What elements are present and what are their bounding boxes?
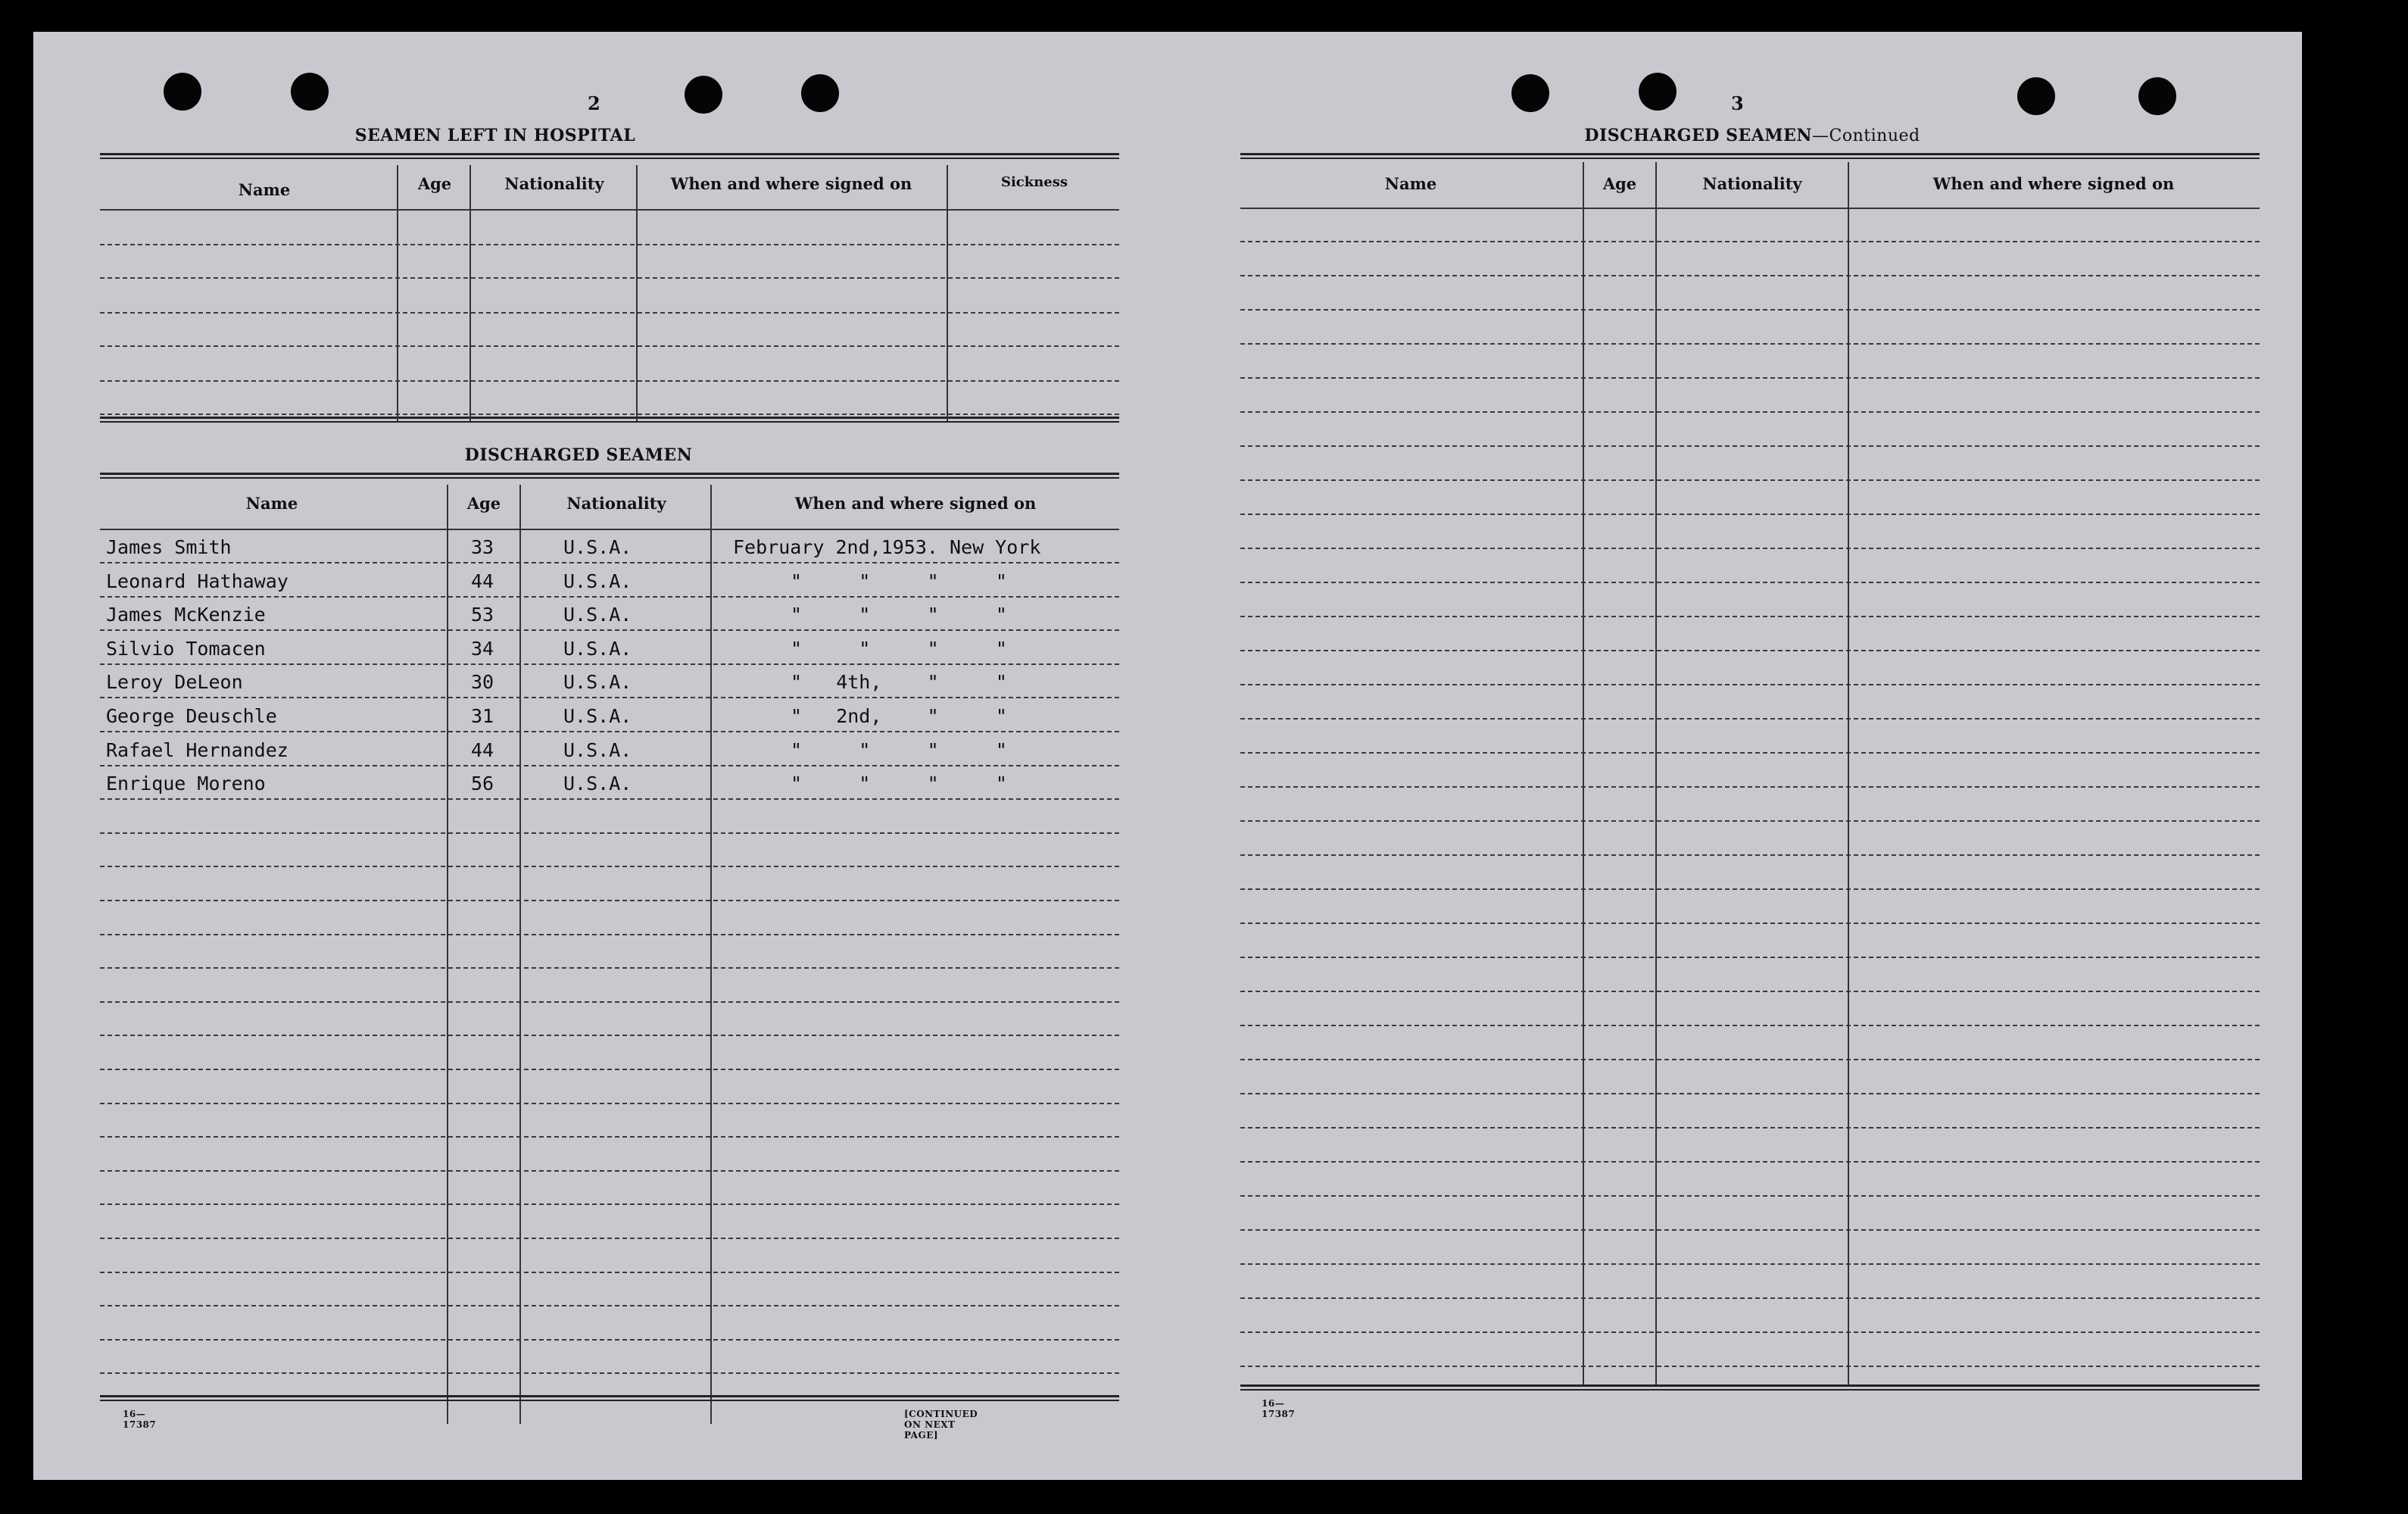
row-line [1240, 548, 2260, 549]
row-line [100, 1035, 1119, 1036]
row-line [100, 1203, 1119, 1205]
col-header-name: Name [1384, 174, 1437, 193]
row-line [100, 414, 1119, 415]
form-number: 16—17387 [1262, 1398, 1296, 1419]
row-line [100, 596, 1119, 598]
col-header-age: Age [466, 494, 501, 513]
rule [100, 473, 1119, 479]
seaman-signed-on: February 2nd,1953. New York [733, 536, 1041, 558]
row-line [1240, 922, 2260, 924]
row-line [100, 1069, 1119, 1070]
rule [100, 209, 1119, 211]
row-line [1240, 377, 2260, 379]
col-divider [1848, 162, 1849, 1386]
seaman-signed-on: " " " " [791, 773, 1007, 794]
seaman-nationality: U.S.A. [563, 604, 632, 626]
rule [1240, 208, 2260, 209]
col-header-name: Name [238, 180, 291, 199]
row-line [1240, 1229, 2260, 1231]
row-line [1240, 1127, 2260, 1128]
row-line [100, 1339, 1119, 1341]
row-line [100, 967, 1119, 969]
page-number: 2 [588, 92, 600, 114]
row-line [100, 900, 1119, 901]
row-line [1240, 1195, 2260, 1197]
row-line [1240, 1025, 2260, 1026]
seaman-nationality: U.S.A. [563, 536, 632, 558]
row-line [100, 1136, 1119, 1138]
row-line [1240, 854, 2260, 856]
seaman-name: Leroy DeLeon [106, 671, 243, 693]
document-sheet [33, 32, 2302, 1480]
seaman-nationality: U.S.A. [563, 773, 632, 794]
seaman-name: Enrique Moreno [106, 773, 266, 794]
seaman-name: Leonard Hathaway [106, 570, 289, 592]
row-line [100, 697, 1119, 698]
row-line [1240, 309, 2260, 311]
col-divider [469, 165, 471, 421]
page-number: 3 [1731, 92, 1744, 114]
col-header-nationality: Nationality [1702, 174, 1802, 193]
seaman-age: 30 [471, 671, 494, 693]
row-line [1240, 1366, 2260, 1367]
discharged-section-title: DISCHARGED SEAMEN [464, 445, 693, 465]
seaman-signed-on: " " " " [791, 739, 1007, 761]
row-line [100, 663, 1119, 665]
row-line [1240, 1263, 2260, 1265]
binder-hole [2138, 77, 2176, 115]
col-divider [447, 485, 448, 1424]
col-header-name: Name [245, 494, 298, 513]
seaman-nationality: U.S.A. [563, 638, 632, 660]
col-divider [1655, 162, 1657, 1386]
row-line [1240, 275, 2260, 276]
col-header-signed-on: When and where signed on [1932, 174, 2175, 193]
row-line [1240, 1059, 2260, 1060]
row-line [100, 1372, 1119, 1374]
row-line [100, 1103, 1119, 1104]
form-number: 16—17387 [123, 1409, 157, 1430]
row-line [1240, 1161, 2260, 1163]
seaman-age: 34 [471, 638, 494, 660]
seaman-signed-on: " 2nd, " " [791, 705, 1007, 727]
seaman-nationality: U.S.A. [563, 705, 632, 727]
row-line [1240, 650, 2260, 651]
row-line [100, 1305, 1119, 1306]
rule [100, 417, 1119, 423]
row-line [100, 765, 1119, 766]
row-line [100, 562, 1119, 563]
seaman-nationality: U.S.A. [563, 570, 632, 592]
seaman-nationality: U.S.A. [563, 739, 632, 761]
binder-hole [1639, 73, 1677, 111]
row-line [100, 1272, 1119, 1273]
col-divider [1583, 162, 1584, 1386]
row-line [1240, 411, 2260, 413]
seaman-age: 56 [471, 773, 494, 794]
seaman-nationality: U.S.A. [563, 671, 632, 693]
row-line [1240, 752, 2260, 754]
seaman-name: George Deuschle [106, 705, 277, 727]
row-line [1240, 888, 2260, 890]
row-line [1240, 820, 2260, 822]
hospital-section-title: SEAMEN LEFT IN HOSPITAL [354, 126, 636, 145]
col-divider [710, 485, 712, 1424]
seaman-signed-on: " 4th, " " [791, 671, 1007, 693]
row-line [100, 866, 1119, 867]
binder-hole [291, 73, 329, 111]
seaman-signed-on: " " " " [791, 570, 1007, 592]
row-line [1240, 343, 2260, 345]
continued-note: [CONTINUED ON NEXT PAGE] [904, 1409, 978, 1441]
binder-hole [164, 73, 201, 111]
seaman-name: James Smith [106, 536, 232, 558]
binder-hole [685, 76, 722, 114]
row-line [1240, 957, 2260, 958]
col-header-signed-on: When and where signed on [794, 494, 1037, 513]
row-line [100, 1170, 1119, 1172]
title-main: DISCHARGED SEAMEN [1584, 126, 1813, 145]
row-line [100, 312, 1119, 314]
col-divider [947, 165, 948, 421]
seaman-age: 53 [471, 604, 494, 626]
row-line [1240, 582, 2260, 583]
row-line [1240, 1331, 2260, 1333]
rule [1240, 1384, 2260, 1391]
row-line [100, 934, 1119, 935]
seaman-signed-on: " " " " [791, 638, 1007, 660]
continued-section-title [1517, 126, 1987, 145]
rule [1240, 153, 2260, 159]
row-line [1240, 445, 2260, 447]
row-line [100, 1238, 1119, 1239]
row-line [100, 244, 1119, 245]
row-line [100, 277, 1119, 279]
rule [100, 529, 1119, 530]
col-header-age: Age [1602, 174, 1637, 193]
row-line [100, 731, 1119, 732]
binder-hole [2017, 77, 2055, 115]
seaman-age: 31 [471, 705, 494, 727]
row-line [1240, 684, 2260, 685]
row-line [1240, 514, 2260, 515]
seaman-name: Silvio Tomacen [106, 638, 266, 660]
col-divider [636, 165, 638, 421]
title-suffix: —Continued [1812, 126, 1920, 145]
col-divider [519, 485, 521, 1424]
rule [100, 1395, 1119, 1401]
row-line [1240, 1093, 2260, 1094]
row-line [100, 798, 1119, 800]
col-header-nationality: Nationality [566, 494, 666, 513]
col-header-age: Age [417, 174, 452, 193]
col-divider [397, 165, 398, 421]
row-line [1240, 718, 2260, 720]
row-line [100, 1001, 1119, 1003]
seaman-age: 44 [471, 739, 494, 761]
row-line [1240, 786, 2260, 788]
row-line [1240, 991, 2260, 992]
seaman-age: 44 [471, 570, 494, 592]
seaman-signed-on: " " " " [791, 604, 1007, 626]
row-line [1240, 1297, 2260, 1299]
seaman-name: James McKenzie [106, 604, 266, 626]
binder-hole [801, 74, 839, 112]
row-line [100, 345, 1119, 347]
col-header-nationality: Nationality [504, 174, 604, 193]
row-line [100, 629, 1119, 631]
row-line [1240, 616, 2260, 617]
seaman-name: Rafael Hernandez [106, 739, 289, 761]
col-header-sickness: Sickness [1000, 174, 1068, 190]
row-line [100, 380, 1119, 382]
rule [100, 153, 1119, 159]
col-header-signed-on: When and where signed on [670, 174, 912, 193]
binder-hole [1511, 74, 1549, 112]
row-line [1240, 479, 2260, 481]
row-line [100, 832, 1119, 834]
seaman-age: 33 [471, 536, 494, 558]
row-line [1240, 241, 2260, 242]
